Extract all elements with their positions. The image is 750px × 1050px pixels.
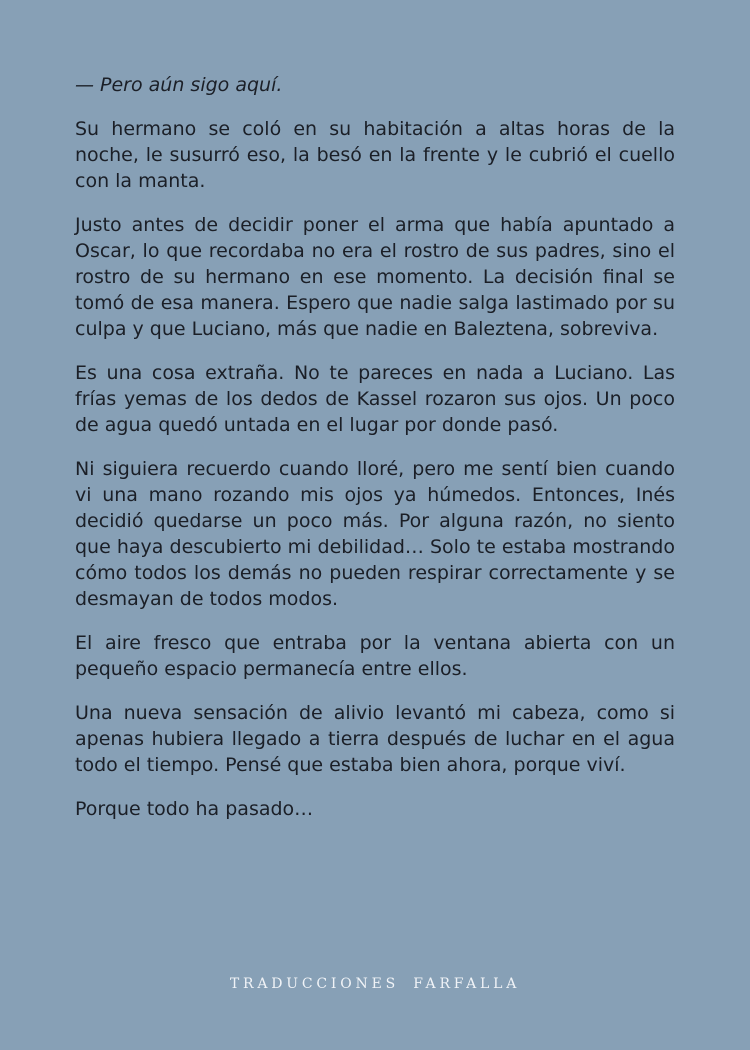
publisher-footer: TRADUCCIONES FARFALLA — [229, 976, 521, 992]
paragraph-4: Es una cosa extraña. No te pareces en nada a Luciano. Las frías yemas de los dedos de Kassel rozaron sus ojos. Un poco de agua quedó untada en el lugar por donde pasó. — [75, 362, 675, 436]
paragraph-dialogue: — Pero aún sigo aquí. — [75, 74, 283, 96]
paragraph-7: Una nueva sensación de alivio levantó mi cabeza, como si apenas hubiera llegado a tierra después de luchar en el agua todo el tiempo. Pensé que estaba bien ahora, porque viví. — [75, 702, 675, 776]
paragraph-5: Ni siguiera recuerdo cuando lloré, pero me sentí bien cuando vi una mano rozando mis ojos ya húmedos. Entonces, Inés decidió quedarse un poco más. Por alguna razón, no siento que haya descubierto mi debilidad… Solo te estaba mostrando cómo todos los demás no pueden respirar correctamente y se desmayan de todos modos. — [75, 458, 675, 610]
paragraph-8: Porque todo ha pasado… — [75, 798, 314, 820]
paragraph-3: Justo antes de decidir poner el arma que había apuntado a Oscar, lo que recordaba no era el rostro de sus padres, sino el rostro de su hermano en ese momento. La decisión final se tomó de esa manera. Espero que nadie salga lastimado por su culpa y que Luciano, más que nadie en Baleztena, sobreviva. — [75, 214, 675, 340]
body-text — [75, 72, 675, 840]
paragraph-2: Su hermano se coló en su habitación a altas horas de la noche, le susurró eso, la besó en la frente y le cubrió el cuello con la manta. — [75, 118, 675, 192]
paragraph-6: El aire fresco que entraba por la ventana abierta con un pequeño espacio permanecía entre ellos. — [75, 632, 675, 680]
